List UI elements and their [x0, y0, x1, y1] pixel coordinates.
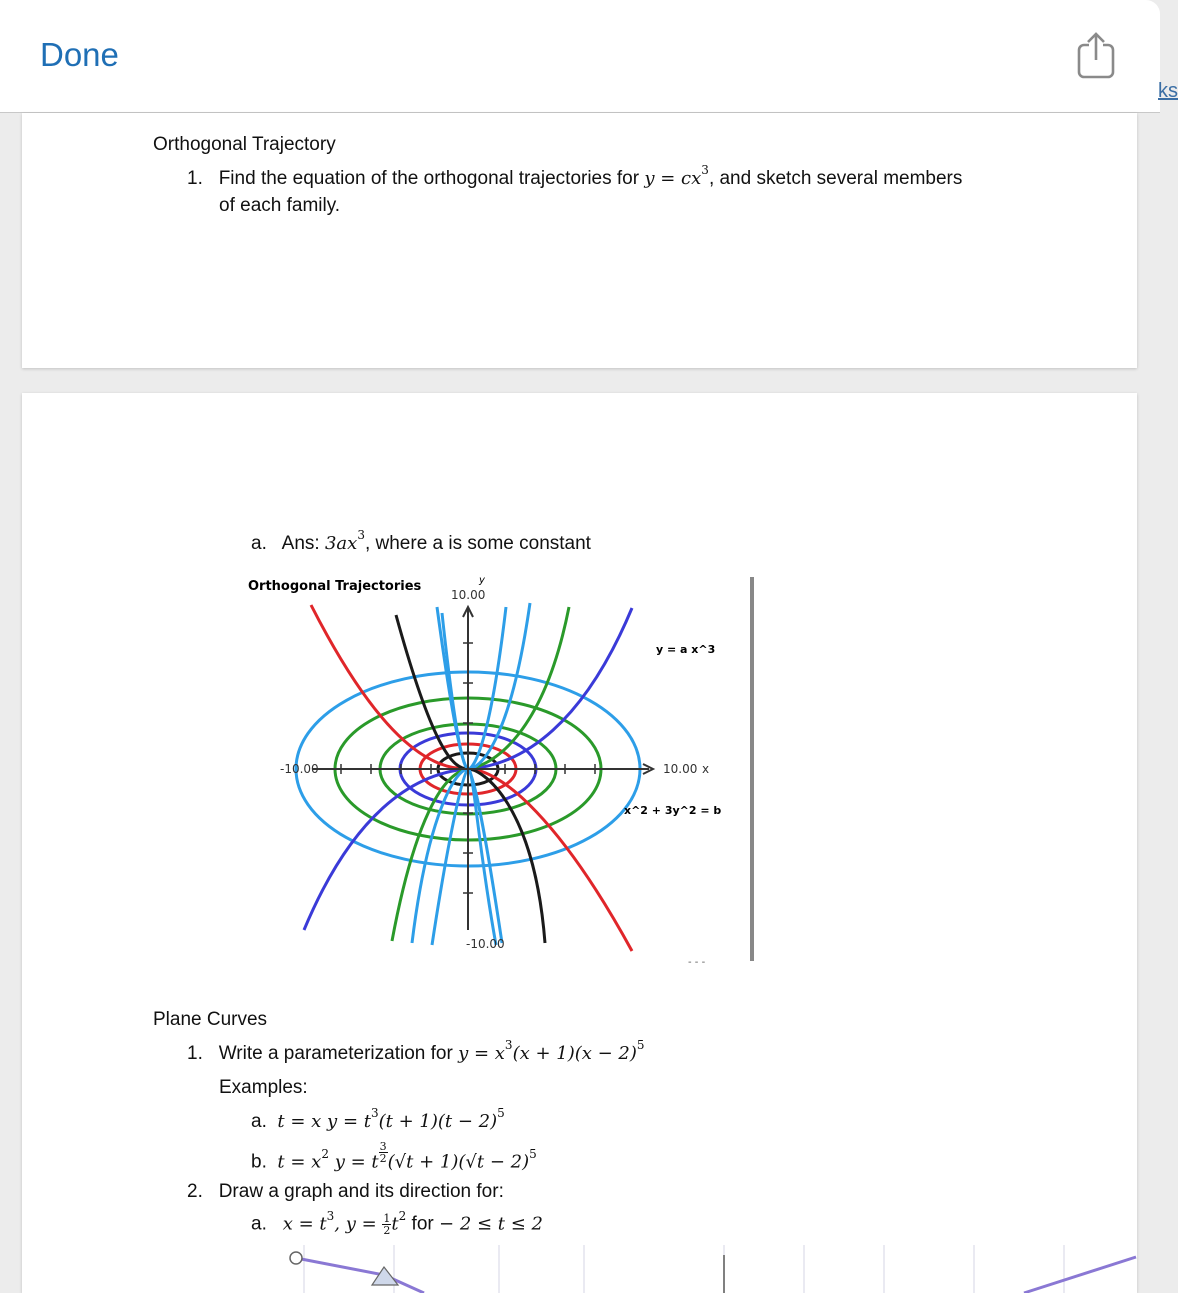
- share-icon[interactable]: [1076, 30, 1116, 80]
- section-heading-orthogonal: Orthogonal Trajectory: [153, 134, 336, 155]
- graph-title: Orthogonal Trajectories: [248, 579, 422, 594]
- section-heading-plane-curves: Plane Curves: [153, 1009, 268, 1030]
- question-text: Draw a graph and its direction for:: [218, 1181, 504, 1202]
- top-toolbar: [0, 0, 1160, 113]
- exponent: 3: [370, 1106, 379, 1120]
- cut-off-label: - - -: [688, 957, 706, 968]
- parametric-curve: [296, 1258, 424, 1293]
- question-number: 1.: [187, 1043, 203, 1064]
- exponent: 3: [326, 1208, 335, 1223]
- answer-line: [251, 528, 591, 556]
- document-page-1: [22, 113, 1137, 368]
- cubic-family-label: y = a x^3: [656, 643, 716, 656]
- edge-link-fragment[interactable]: ks: [1158, 80, 1178, 102]
- document-page-2: [22, 393, 1137, 1293]
- done-button[interactable]: Done: [40, 36, 119, 73]
- start-point: [290, 1252, 302, 1264]
- example-label: b.: [251, 1151, 267, 1173]
- question-text: Find the equation of the orthogonal trajectories for: [218, 168, 645, 189]
- ellipse-family-label: x^2 + 3y^2 = b: [624, 804, 722, 817]
- x-min-label: -10.00: [280, 762, 319, 776]
- exponent: 2: [398, 1208, 407, 1223]
- answer-math: 3ax: [324, 533, 358, 554]
- question-1-line-1: [187, 163, 963, 191]
- parametric-curve: [1024, 1257, 1136, 1293]
- math-expression: y = t: [328, 1151, 379, 1173]
- question-2a: [251, 1208, 544, 1237]
- answer-exponent: 3: [357, 528, 365, 542]
- orthogonal-trajectories-graph: [244, 573, 744, 968]
- answer-label: a.: [251, 533, 267, 554]
- math-expression: t = x: [277, 1151, 322, 1173]
- math-expression: y = x: [458, 1043, 505, 1064]
- exponent: 5: [497, 1106, 505, 1120]
- fraction-numerator: 1: [383, 1212, 391, 1225]
- x-max-label: 10.00: [663, 762, 698, 776]
- plane-question-1: [187, 1038, 645, 1066]
- exponent: 2: [321, 1146, 329, 1161]
- question-text-suffix: , and sketch several members: [708, 168, 963, 189]
- math-expression: x = t: [282, 1213, 327, 1235]
- exponent: 5: [529, 1146, 537, 1161]
- math-expression: (√t + 1)(√t − 2): [387, 1151, 530, 1173]
- answer-suffix: , where a is some constant: [364, 533, 591, 554]
- example-b: [251, 1140, 537, 1174]
- x-axis-variable: x: [702, 762, 710, 776]
- math-expression: − 2 ≤ t ≤ 2: [439, 1213, 544, 1235]
- math-expression: y = cx: [644, 168, 702, 189]
- parametric-graph-partial: [284, 1245, 1139, 1293]
- question-number: 2.: [187, 1181, 203, 1202]
- question-number: 1.: [187, 168, 203, 189]
- example-a: [251, 1106, 505, 1134]
- exponent: 5: [636, 1038, 645, 1052]
- fraction-exponent: [379, 1141, 388, 1164]
- example-label: a.: [251, 1111, 267, 1132]
- example-label: a.: [251, 1213, 267, 1235]
- examples-label: Examples:: [219, 1077, 308, 1098]
- math-expression: t: [391, 1213, 399, 1235]
- fraction-denominator: 2: [379, 1152, 387, 1165]
- exponent: 3: [504, 1038, 513, 1052]
- question-1-line-2: of each family.: [219, 195, 341, 216]
- math-expression: t = x y = t: [277, 1111, 371, 1132]
- math-expression: , y =: [334, 1213, 383, 1235]
- text-suffix: for: [406, 1213, 440, 1235]
- exponent: 3: [701, 163, 709, 177]
- y-max-label: 10.00: [451, 588, 486, 602]
- fraction-numerator: 3: [379, 1140, 387, 1153]
- math-expression: (t + 1)(t − 2): [378, 1111, 498, 1132]
- math-expression: (x + 1)(x − 2): [512, 1043, 637, 1064]
- answer-prefix: Ans:: [281, 533, 325, 554]
- plane-question-2: [187, 1181, 504, 1204]
- y-axis-variable: y: [479, 575, 485, 586]
- y-min-label: -10.00: [466, 937, 505, 951]
- fraction-denominator: 2: [383, 1224, 391, 1237]
- question-text: Write a parameterization for: [218, 1043, 459, 1064]
